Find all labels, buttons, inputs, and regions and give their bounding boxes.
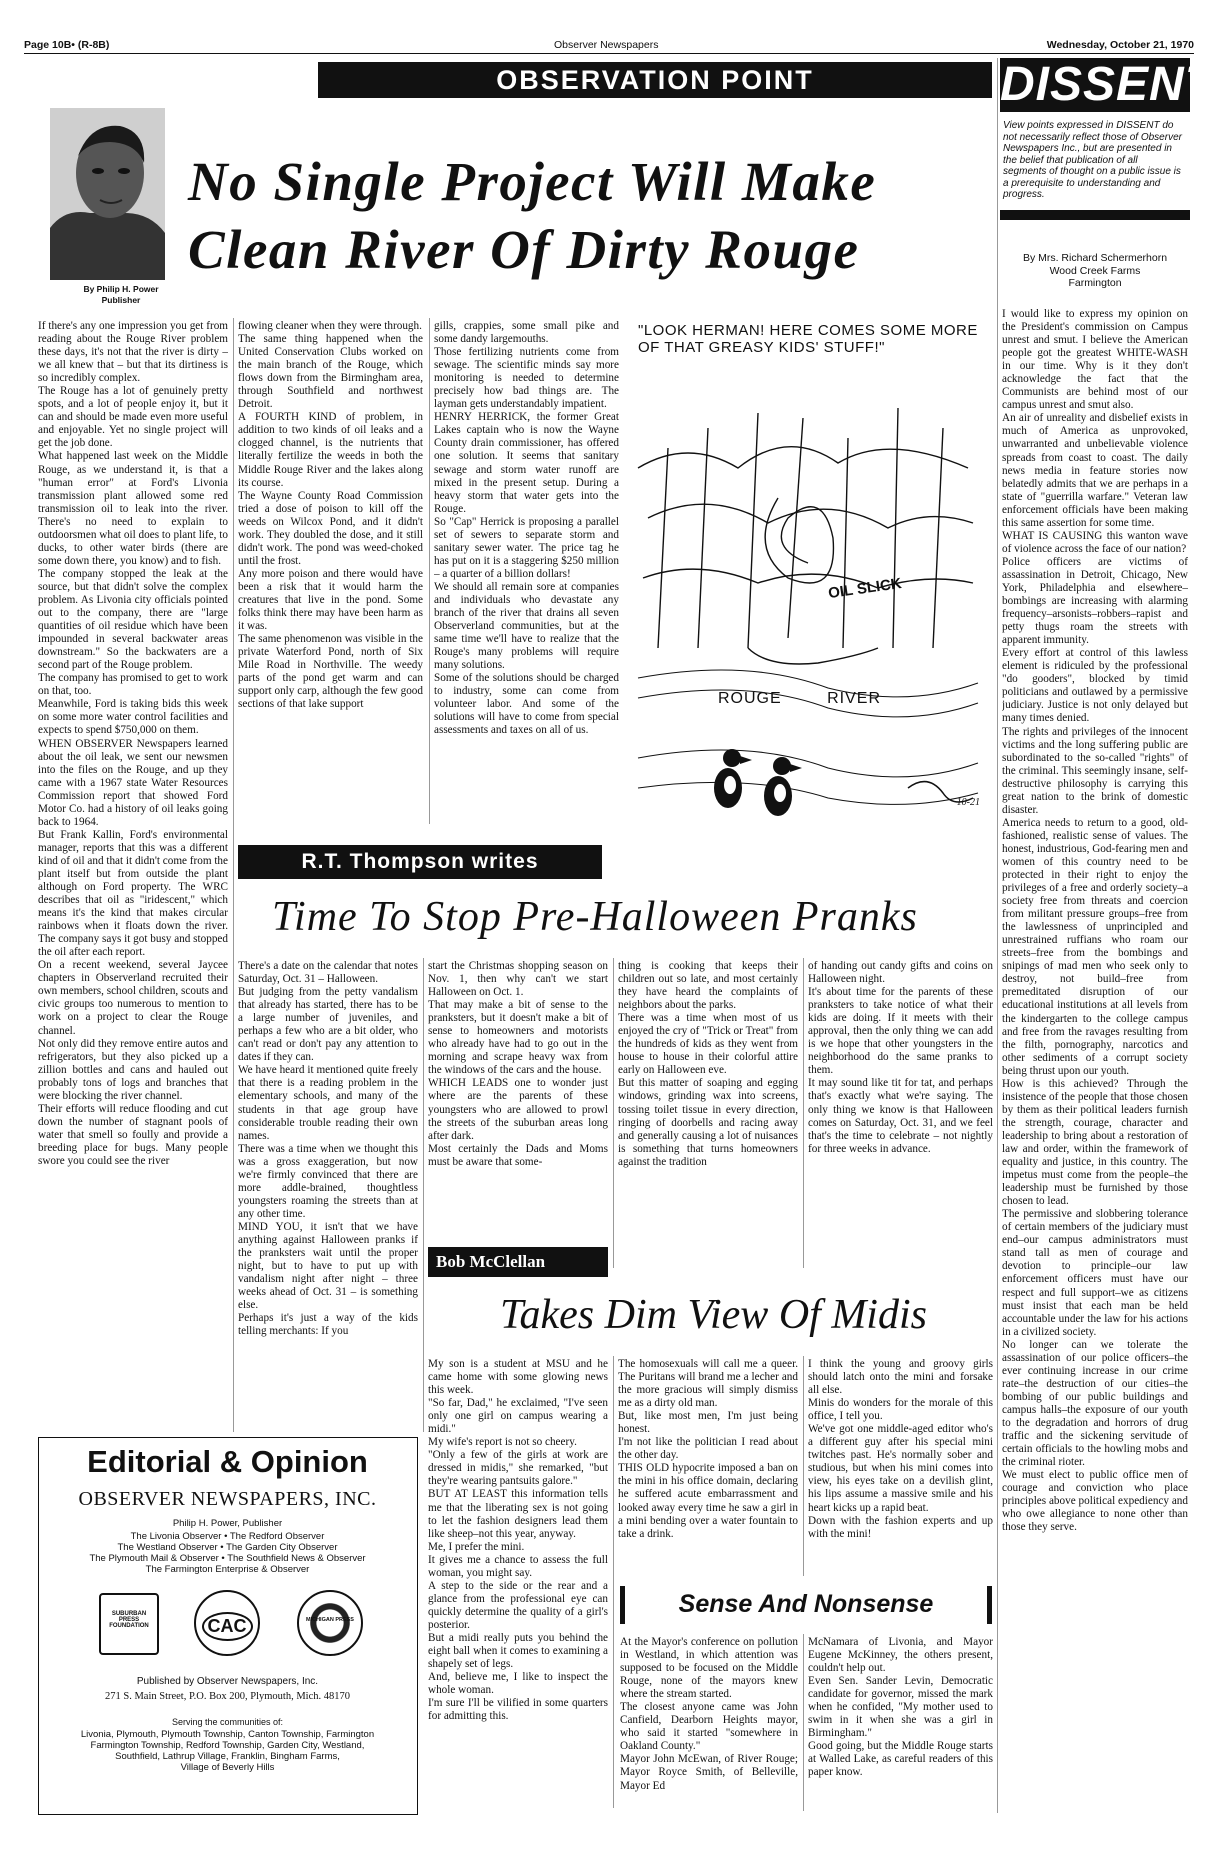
- editorial-serving-label: Serving the communities of:: [171, 1717, 284, 1727]
- sense-column-2: McNamara of Livonia, and Mayor Eugene McKinney, the others present, couldn't help out. Even Sen. Sander Levin, Democratic candidate for governor, missed the mark when he confided, "My mother used to swim in it when she was a girl in Birmingham." Good going, but the Middle Rouge starts at Walled Lake, as careful readers of this paper know.: [808, 1636, 993, 1779]
- column-divider: [423, 958, 424, 1432]
- section-title: OBSERVATION POINT: [496, 65, 814, 95]
- cartoon-caption: "LOOK HERMAN! HERE COMES SOME MORE OF THAT GREASY KIDS' STUFF!": [638, 322, 978, 356]
- thompson-column-1: There's a date on the calendar that notes Saturday, Oct. 31 – Halloween. But judging from the petty vandalism that already has started, there has to be a large number of juveniles, and perhaps a few who are a bit older, who can't read or don't pay any attention to dates if they can. We have heard it mentioned quite freely that there is a reading problem in the elementary schools, and many of the students in that age group have considerable trouble reading their own names. There was a time when we thought this was a gross exaggeration, but now we're firmly convinced that there are more addle-brained, thoughtless youngsters roaming the streets than at any other time. MIND YOU, it isn't that we have anything against Halloween pranks if the pranksters wait until the proper night, but to have to put up with vandalism night after night – three weeks ahead of Oct. 31 – is something else. Perhaps it's just a way of the kids telling merchants: If you: [238, 960, 418, 1338]
- thompson-tag: [238, 845, 602, 879]
- cartoon-label-oil: OIL SLICK: [827, 574, 903, 603]
- mcclellan-tag: [428, 1247, 608, 1277]
- seal-suburban-press-label: SUBURBAN PRESS FOUNDATION: [109, 1611, 149, 1629]
- page-number: Page 10B• (R-8B): [24, 39, 110, 51]
- dissent-byline: By Mrs. Richard Schermerhorn Wood Creek Farms Farmington: [1022, 252, 1168, 289]
- seal-michigan-press-label: MICHIGAN PRESS: [306, 1617, 354, 1623]
- seal-cac: [194, 1590, 260, 1656]
- mcclellan-column-1: My son is a student at MSU and he came home with some glowing news this week. "So far, Dad," he exclaimed, "I've seen only one girl on campus wearing a midi." My wife's report is not so cheery. "Only a few of the girls at work are dressed in midis," she remarked, "but they're wearing pantsuits galore." BUT AT LEAST this information tells me that the liberating sex is not going to let the fashion designers lead them like sheep–not this year, anyway. Me, I prefer the mini. It gives me a chance to assess the full woman, you might say. A step to the side or the rear and a glance from the professional eye can quickly determine the quality of a girl's posterior. But a midi really puts you behind the eight ball when it comes to examining a shapely set of legs. And, believe me, I like to inspect the whole woman. I'm sure I'll be vilified in some quarters for admitting this.: [428, 1358, 608, 1723]
- thompson-column-4: of handing out candy gifts and coins on Halloween night. It's about time for the parents of these pranksters to take notice of what their kids are doing. If it meets with their approval, then the only thing we can add is we hope that other youngsters in the neighborhood do the same pranks to them. It may sound like tit for tat, and perhaps that's exactly what we're saying. The only thing we know is that Halloween comes on Saturday, Oct. 31, and we feel that's the time to celebrate – not nightly for three weeks in advance.: [808, 960, 993, 1155]
- dissent-rule: [1000, 210, 1190, 220]
- issue-date: Wednesday, October 21, 1970: [1046, 39, 1194, 51]
- sense-nonsense-box: [620, 1586, 992, 1624]
- cartoon-label-river: ROUGE RIVER: [718, 690, 882, 707]
- lead-column-2: flowing cleaner when they were through. The same thing happened when the United Conservation Clubs worked on the main branch of the Rouge, which flows down from the Birmingham area, through Southfield and northwest Detroit. A FOURTH KIND of problem, in addition to two kinds of oil leaks and a clogged channel, is the nutrients that literally fertilize the weeds in both the Middle Rouge River and the lakes along its course. The Wayne County Road Commission tried a dose of poison to kill off the weeds on Wilcox Pond, and it didn't work. They doubled the dose, and it still didn't work. The pond was weed-choked until the frost. Any more poison and there would have been a risk that it would harm the creatures that live in the pond. Some folks think there may have been harm as it was. The same phenomenon was visible in the private Waterford Pond, north of Six Mile Road in Northville. The weedy parts of the pond get warm and can support only carp, although the few good sections of that lake support: [238, 320, 423, 711]
- seal-michigan-press: [297, 1590, 363, 1656]
- editorial-papers: The Livonia Observer • The Redford Observer The Westland Observer • The Garden City Observer The Plymouth Mail & Observer • The Southfield News & Observer The Farmington Enterprise & Observer: [89, 1531, 366, 1575]
- column-divider: [233, 318, 234, 1432]
- column-divider: [613, 1356, 614, 1808]
- editorial-box: [38, 1437, 418, 1815]
- dissent-body: I would like to express my opinion on the President's commission on Campus unrest and smut. I believe the American people got the greatest WHITE-WASH in our time. Why is it they don't acknowledge the fact that the Communists are behind most of our campus unrest and smut also. An air of unreality and disbelief exists in much of America as unprovoked, unwarranted and unbelievable violence spreads from coast to coast. The daily news media in feature stories now belatedly admits that we are perhaps in a state of "guerrilla warfare." Veteran law enforcement officials have been making this same assertion for some time. WHAT IS CAUSING this wanton wave of violence across the face of our nation? Police officers are victims of assassination in Detroit, Chicago, New York, Philadelphia and elsewhere–bombings are increasing with alarming frequency–arsonists–robbers–rapist and petty thugs roam the streets with apparent immunity. Every effort at control of this lawless element is ridiculed by the professional "do gooders", blocked by timid politicians and outlawed by a permissive judiciary. Justice is not only delayed but many times denied. The rights and privileges of the innocent victims and the long suffering public are subordinated to the so-called "rights" of the criminal. This seemingly insane, self-destructive philosophy is carrying this great nation to the brink of domestic disaster. America needs to return to a good, old-fashioned, realistic sense of values. The honest, industrious, God-fearing men and women of this country need to be protected in their right to enjoy the privileges of a free and orderly society–a society free from threats and coercion from militant pressure groups–free from the lawlessness of unprincipled and unrestrained ruffians who roam our streets–free from the bombings and snipings of mad men who seek only to destroy, not build–free from premeditated disruption of our educational institutions at all levels from the kindergarten to the college campus and free from the ravages resulting from the filth, pornography, narcotics and other sediments of a corrupt society being thrust upon our youth. How is this achieved? Through the insistence of the people that those chosen by them as their political leaders furnish the strength, courage, character and leadership to bring about a restoration of law and order, within the framework of equality and justice, in this country. The impetus must come from the people–the leadership must be furnished by those chosen to lead. The permissive and slobbering tolerance of certain members of the judiciary must end–our campus administrators must stand tall as men of courage and devotion to principle–our law enforcement officers must have our respect and full support–we as citizens must insist that each man be held accountable under the law for his actions in a civilized society. No longer can we tolerate the assassination of our police officers–the ever continuing increase in our crime rate–the destruction of our cities–the bombing of our public buildings and campus halls–the exposure of our youth to the degradation and horrors of drug traffic and the sickening servitude of certain officials to the howling mobs and the criminal rioter. We must elect to public office men of courage and conviction who place principles above political expediency and who owe allegiance to none other than those they serve.: [1002, 308, 1188, 1534]
- publisher-portrait: [50, 108, 165, 280]
- thompson-headline: Time To Stop Pre-Halloween Pranks: [272, 894, 918, 940]
- column-divider: [803, 958, 804, 1268]
- mcclellan-column-3: I think the young and groovy girls should latch onto the mini and forsake all else. Minis do wonders for the morale of this office, I tell you. We've got one middle-aged editor who's a different guy after his special mini twitches past. He's normally sober and studious, but when his mini comes into view, his eyes take on a devilish glint, his lips assume a massive smile and his heart kicks up a rapid beat. Down with the fashion experts and up with the mini!: [808, 1358, 993, 1540]
- lead-byline: By Philip H. Power Publisher: [83, 284, 159, 305]
- column-divider: [803, 1634, 804, 1811]
- dissent-disclaimer: View points expressed in DISSENT do not necessarily reflect those of Observer Newspapers Inc., but are presented in the belief that publication of all segments of thought on a public issue is a prerequisite to understanding and progress.: [1003, 120, 1182, 200]
- sense-column-1: At the Mayor's conference on pollution in Westland, in which attention was supposed to be focused on the Middle Rouge, none of the mayors knew where the stream started. The closest anyone came was John Canfield, Dearborn Heights mayor, who said it started "somewhere in Oakland County." Mayor John McEwan, of River Rouge; Mayor Royce Smith, of Belleville, Mayor Ed: [620, 1636, 798, 1792]
- editorial-address: 271 S. Main Street, P.O. Box 200, Plymouth, Mich. 48170: [104, 1691, 350, 1702]
- editorial-publisher: Philip H. Power, Publisher: [172, 1518, 283, 1529]
- seal-cac-label: CAC: [202, 1612, 253, 1641]
- paper-name: Observer Newspapers: [554, 39, 659, 51]
- lead-column-3: gills, crappies, some small pike and some dandy largemouths. Those fertilizing nutrients come from sewage. The scientific minds say more monitoring is needed to determine precisely how bad things are. The layman gets understandably impatient. HENRY HERRICK, the former Great Lakes captain who is now the Wayne County drain commissioner, has offered one solution. It seems that sanitary sewage and storm water runoff are mixed in the present setup. During a heavy storm that water gets into the Rouge. So "Cap" Herrick is proposing a parallel set of sewers to separate storm and sanitary sewer water. The price tag he has put on it is a staggering $250 million – a quarter of a billion dollars! We should all remain sore at companies and individuals who devastate any branch of the river that drains all seven Observerland communities, but at the same time we'll have to realize that the Rouge's many problems will require many solutions. Some of the solutions should be charged to industry, some can come from volunteer labor. And some of the solutions will have to come from special assessments and taxes on all of us.: [434, 320, 619, 737]
- seal-suburban-press: [99, 1593, 159, 1655]
- thompson-tag-label: R.T. Thompson writes: [301, 850, 539, 873]
- thompson-column-3: thing is cooking that keeps their children out so late, and most certainly they have heard the complaints of neighbors about the parks. There was a time when most of us enjoyed the cry of "Trick or Treat" from the hundreds of kids as they went from house to house in their colorful attire early on Halloween eve. But this matter of soaping and egging windows, grinding wax into screens, tossing toilet tissue in every direction, ringing of doorbells and racing away and generally causing a lot of nuisances is something that turns homeowners against the tradition: [618, 960, 798, 1168]
- column-divider: [429, 318, 430, 824]
- editorial-title: Editorial & Opinion: [87, 1444, 368, 1479]
- column-divider: [613, 958, 614, 1268]
- column-divider: [997, 58, 998, 1813]
- mcclellan-column-2: The homosexuals will call me a queer. The Puritans will brand me a lecher and the more gracious will simply dismiss me as a dirty old man. But, like most men, I'm just being honest. I'm not like the politician I read about the other day. THIS OLD hypocrite imposed a ban on the mini in his office domain, declaring he suffered acute embarrassment and looked away every time he saw a girl in a mini bending over a water fountain to take a drink.: [618, 1358, 798, 1540]
- editorial-company: OBSERVER NEWSPAPERS, INC.: [78, 1488, 377, 1510]
- editorial-cartoon: [628, 318, 986, 826]
- mcclellan-tag-label: Bob McClellan: [436, 1252, 546, 1271]
- dissent-title: DISSENT: [1000, 58, 1216, 111]
- sense-nonsense-title: Sense And Nonsense: [678, 1590, 934, 1618]
- lead-headline: No Single Project Will Make Clean River Of Dirty Rouge: [188, 151, 877, 280]
- editorial-published-by: Published by Observer Newspapers, Inc.: [136, 1676, 319, 1687]
- observation-point-banner: [318, 62, 992, 98]
- mcclellan-headline: Takes Dim View Of Midis: [500, 1292, 927, 1338]
- column-divider: [803, 1356, 804, 1576]
- editorial-communities: Livonia, Plymouth, Plymouth Township, Canton Township, Farmington Farmington Township, Redford Township, Garden City, Westland, Southfield, Lathrup Village, Franklin, Bingham Farms, Village of Beverly Hills: [80, 1729, 375, 1773]
- masthead: [24, 37, 1194, 54]
- thompson-column-2: start the Christmas shopping season on Nov. 1, then why can't we start Halloween on Oct. 1. That may make a bit of sense to the pranksters, but it doesn't make a bit of sense to homeowners and motorists who already have had to go out in the morning and scrape heavy wax from the windows of the cars and the house. WHICH LEADS one to wonder just where are the parents of these youngsters who are allowed to prowl the streets of the suburban areas long after dark. Most certainly the Dads and Moms must be aware that some-: [428, 960, 608, 1168]
- cartoon-signature: 10-21: [956, 797, 980, 808]
- lead-column-1: If there's any one impression you get from reading about the Rouge River problem these days, it's not that the river is dirty – we all knew that – but that its dirtiness is so incredibly complex. The Rouge has a lot of genuinely pretty spots, and a lot of people enjoy it, but it can and should be made even more useful and enjoyable. Yet no single project will get the job done. What happened last week on the Middle Rouge, as we understand it, is that a "human error" at Ford's Livonia transmission plant allowed some red transmission oil to leak into the river. There's no need to explain to outdoorsmen what oil does to plant life, to ducks, to other water birds (there are some down there, you know) and to fish. The company stopped the leak at the source, but that didn't solve the complex problem. As Livonia city officials pointed out to the company, there are "large quantities of oil residue which have been impounded in several backwater areas downstream." So the backwaters are a second part of the Rouge problem. The company has promised to get to work on that, too. Meanwhile, Ford is taking bids this week on some more water control facilities and expects to spend $750,000 on them. WHEN OBSERVER Newspapers learned about the oil leak, we sent our newsmen into the files on the Rouge, and up they came with a 1967 state Water Resources Commission report that showed Ford Motor Co. had a history of oil leaks going back to 1964. But Frank Kallin, Ford's environmental manager, reports that this was a different kind of oil and that it didn't come from the plant itself but from outside the plant although on Ford property. The WRC describes that oil as "iridescent," which means it's the kind that makes circular rainbows when it floats down the river. The company says it got busy and stopped the oil after each report. On a recent weekend, several Jaycee chapters in Observerland recruited their own members, school children, scouts and civic groups too numerous to mention to work on a project to clear the Rouge channel. Not only did they remove entire autos and refrigerators, but they also picked up a zillion bottles and cans and hauled out probably tons of logs and branches that were blocking the river channel. Their efforts will reduce flooding and cut down the number of stagnant pools of water that smell so foully and provide a breeding place for bugs. Many people swore you could see the river: [38, 320, 228, 1167]
- dissent-banner: [1000, 58, 1216, 112]
